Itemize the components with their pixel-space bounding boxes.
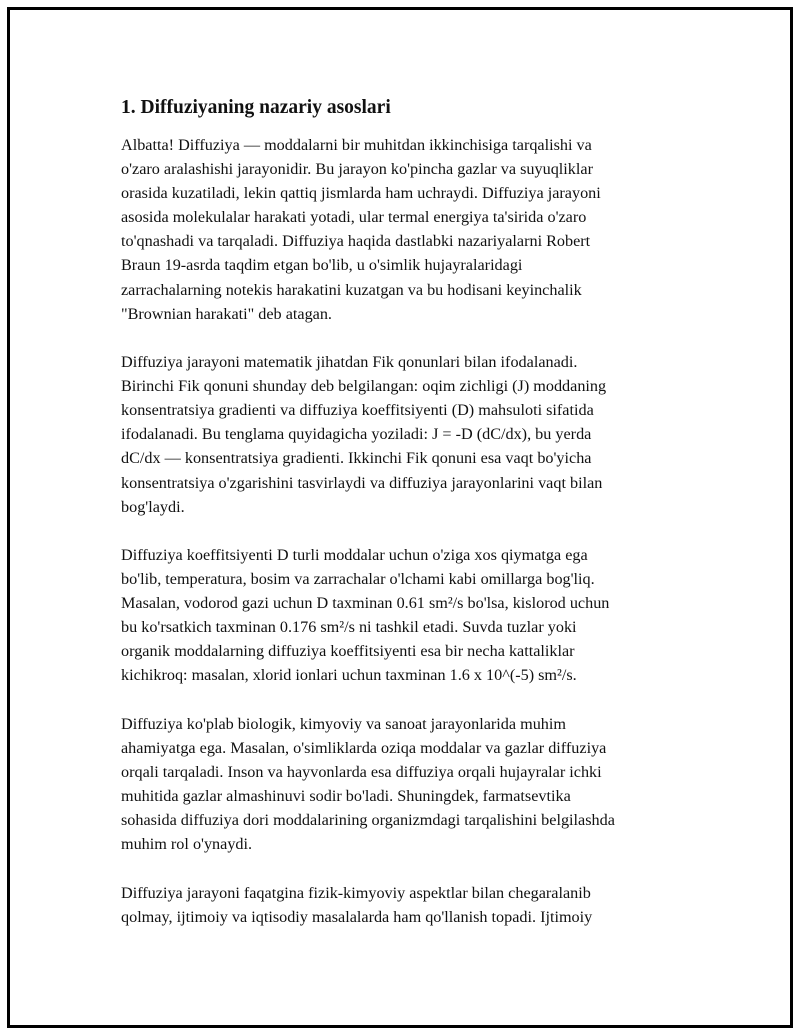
- text-line: orqali tarqaladi. Inson va hayvonlarda esa diffuziya orqali hujayralar ichki: [121, 763, 602, 782]
- text-line: asosida molekulalar harakati yotadi, ular termal energiya ta'sirida o'zaro: [121, 208, 587, 227]
- text-line: muhim rol o'ynaydi.: [121, 835, 253, 854]
- text-line: konsentratsiya gradienti va diffuziya koeffitsiyenti (D) mahsuloti sifatida: [121, 401, 594, 420]
- text-line: bo'lib, temperatura, bosim va zarrachalar o'lchami kabi omillarga bog'liq.: [121, 570, 595, 589]
- text-line: kichikroq: masalan, xlorid ionlari uchun taxminan 1.6 x 10^(-5) sm²/s.: [121, 666, 577, 685]
- text-line: bu ko'rsatkich taxminan 0.176 sm²/s ni tashkil etadi. Suvda tuzlar yoki: [121, 618, 577, 637]
- text-line: Birinchi Fik qonuni shunday deb belgilangan: oqim zichligi (J) moddaning: [121, 377, 607, 396]
- text-line: konsentratsiya o'zgarishini tasvirlaydi va diffuziya jarayonlarini vaqt bilan: [121, 473, 603, 492]
- text-line: Diffuziya jarayoni faqatgina fizik-kimyoviy aspektlar bilan chegaralanib: [121, 883, 591, 902]
- text-line: zarrachalarning notekis harakatini kuzatgan va bu hodisani keyinchalik: [121, 280, 582, 299]
- text-line: organik moddalarning diffuziya koeffitsiyenti esa bir necha kattaliklar: [121, 642, 575, 661]
- text-line: orasida kuzatiladi, lekin qattiq jismlarda ham uchraydi. Diffuziya jarayoni: [121, 184, 601, 203]
- text-line: Diffuziya jarayoni matematik jihatdan Fik qonunlari bilan ifodalanadi.: [121, 353, 578, 372]
- text-line: qolmay, ijtimoiy va iqtisodiy masalalarda ham qo'llanish topadi. Ijtimoiy: [121, 907, 593, 926]
- text-line: Diffuziya ko'plab biologik, kimyoviy va sanoat jarayonlarida muhim: [121, 714, 566, 733]
- text-line: muhitida gazlar almashinuvi sodir bo'ladi. Shuningdek, farmatsevtika: [121, 787, 571, 806]
- paragraph: [121, 712, 686, 857]
- text-line: sohasida diffuziya dori moddalarining organizmdagi tarqalishini belgilashda: [121, 811, 615, 830]
- paragraph: [121, 350, 686, 519]
- text-line: ifodalanadi. Bu tenglama quyidagicha yoziladi: J = -D (dC/dx), bu yerda: [121, 425, 592, 444]
- text-line: ahamiyatga ega. Masalan, o'simliklarda oziqa moddalar va gazlar diffuziya: [121, 738, 607, 757]
- text-line: Diffuziya koeffitsiyenti D turli moddalar uchun o'ziga xos qiymatga ega: [121, 546, 588, 564]
- text-line: Albatta! Diffuziya — moddalarni bir muhitdan ikkinchisiga tarqalishi va: [121, 136, 592, 154]
- text-line: o'zaro aralashishi jarayonidir. Bu jarayon ko'pincha gazlar va suyuqliklar: [121, 160, 593, 179]
- text-line: "Brownian harakati" deb atagan.: [121, 304, 332, 323]
- section-title: 1. Diffuziyaning nazariy asoslari: [121, 97, 391, 118]
- text-line: Braun 19-asrda taqdim etgan bo'lib, u o'simlik hujayralaridagi: [121, 256, 523, 275]
- text-line: dC/dx — konsentratsiya gradienti. Ikkinchi Fik qonuni esa vaqt bo'yicha: [121, 449, 592, 468]
- text-line: to'qnashadi va tarqaladi. Diffuziya haqida dastlabki nazariyalarni Robert: [121, 232, 591, 251]
- document-body: [121, 95, 686, 953]
- paragraph: [121, 543, 686, 688]
- paragraph: [121, 881, 686, 929]
- text-line: Masalan, vodorod gazi uchun D taxminan 0.61 sm²/s bo'lsa, kislorod uchun: [121, 594, 610, 613]
- text-line: bog'laydi.: [121, 497, 185, 516]
- paragraph: [121, 133, 686, 326]
- page-frame: [7, 7, 793, 1028]
